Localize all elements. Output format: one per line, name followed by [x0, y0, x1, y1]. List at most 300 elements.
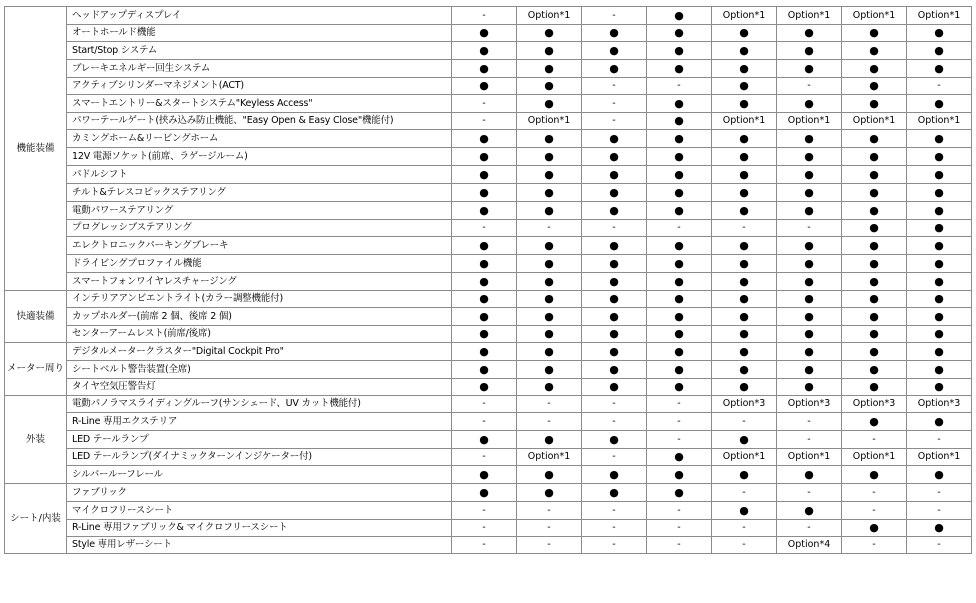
value-cell: Option*1 [517, 449, 582, 466]
value-cell: ● [582, 431, 647, 449]
table-row [5, 326, 972, 343]
value-cell: - [842, 502, 907, 520]
value-cell: - [517, 220, 582, 237]
value-cell: - [582, 78, 647, 95]
value-cell: ● [517, 326, 582, 343]
value-cell: Option*1 [712, 113, 777, 130]
value-cell: Option*1 [842, 113, 907, 130]
value-cell: ● [777, 166, 842, 184]
value-cell: ● [712, 184, 777, 202]
value-cell: ● [582, 130, 647, 148]
table-row [5, 255, 972, 273]
value-cell: Option*1 [517, 7, 582, 25]
value-cell: ● [842, 184, 907, 202]
feature-cell: 12V 電源ソケット(前席、ラゲージルーム) [67, 148, 452, 166]
value-cell: ● [712, 291, 777, 308]
value-cell: ● [842, 326, 907, 343]
value-cell: ● [712, 148, 777, 166]
value-cell: ● [907, 343, 972, 361]
table-body [5, 7, 972, 554]
value-cell: ● [452, 130, 517, 148]
value-cell: ● [517, 166, 582, 184]
value-cell: ● [452, 25, 517, 42]
table-row [5, 237, 972, 255]
value-cell: ● [907, 130, 972, 148]
value-cell: ● [712, 466, 777, 484]
value-cell: ● [517, 291, 582, 308]
value-cell: ● [712, 78, 777, 95]
value-cell: - [452, 95, 517, 113]
value-cell: ● [907, 25, 972, 42]
feature-cell: LED テールランプ(ダイナミックターンインジケーター付) [67, 449, 452, 466]
value-cell: - [517, 396, 582, 413]
value-cell: ● [647, 95, 712, 113]
value-cell: - [842, 537, 907, 554]
value-cell: ● [517, 184, 582, 202]
feature-cell: シルバールーフレール [67, 466, 452, 484]
value-cell: ● [777, 95, 842, 113]
value-cell: Option*1 [842, 449, 907, 466]
feature-cell: LED テールランプ [67, 431, 452, 449]
value-cell: ● [647, 25, 712, 42]
value-cell: ● [517, 466, 582, 484]
feature-cell: パドルシフト [67, 166, 452, 184]
feature-cell: カミングホーム&リービングホーム [67, 130, 452, 148]
value-cell: ● [452, 484, 517, 502]
table-row [5, 413, 972, 431]
feature-cell: スマートフォンワイヤレスチャージング [67, 273, 452, 291]
value-cell: - [452, 449, 517, 466]
value-cell: - [907, 431, 972, 449]
value-cell: - [777, 431, 842, 449]
value-cell: ● [452, 466, 517, 484]
feature-cell: ブレーキエネルギー回生システム [67, 60, 452, 78]
value-cell: Option*1 [777, 113, 842, 130]
table-row [5, 484, 972, 502]
table-row [5, 202, 972, 220]
value-cell: ● [517, 42, 582, 60]
value-cell: ● [842, 466, 907, 484]
value-cell: ● [647, 449, 712, 466]
value-cell: ● [777, 237, 842, 255]
value-cell: - [712, 484, 777, 502]
value-cell: ● [777, 273, 842, 291]
value-cell: ● [907, 326, 972, 343]
value-cell: ● [712, 502, 777, 520]
value-cell: - [582, 95, 647, 113]
value-cell: - [582, 396, 647, 413]
value-cell: - [842, 431, 907, 449]
value-cell: ● [517, 130, 582, 148]
value-cell: ● [777, 255, 842, 273]
feature-cell: スマートエントリー&スタートシステム"Keyless Access" [67, 95, 452, 113]
value-cell: ● [452, 148, 517, 166]
table-row [5, 95, 972, 113]
value-cell: ● [452, 361, 517, 379]
feature-cell: チルト&テレスコピックステアリング [67, 184, 452, 202]
value-cell: ● [582, 361, 647, 379]
value-cell: ● [582, 255, 647, 273]
category-cell: 機能装備 [5, 7, 67, 291]
value-cell: ● [517, 361, 582, 379]
value-cell: Option*3 [842, 396, 907, 413]
value-cell: - [582, 113, 647, 130]
value-cell: ● [712, 202, 777, 220]
feature-cell: R-Line 専用エクステリア [67, 413, 452, 431]
value-cell: ● [907, 379, 972, 396]
value-cell: - [647, 502, 712, 520]
value-cell: ● [517, 431, 582, 449]
value-cell: ● [842, 60, 907, 78]
value-cell: - [777, 484, 842, 502]
value-cell: ● [647, 291, 712, 308]
value-cell: ● [842, 291, 907, 308]
table-row [5, 220, 972, 237]
value-cell: - [517, 413, 582, 431]
value-cell: ● [582, 42, 647, 60]
value-cell: ● [647, 130, 712, 148]
value-cell: ● [582, 343, 647, 361]
value-cell: - [582, 502, 647, 520]
value-cell: ● [842, 42, 907, 60]
value-cell: - [712, 537, 777, 554]
value-cell: ● [452, 326, 517, 343]
value-cell: ● [517, 308, 582, 326]
value-cell: ● [452, 184, 517, 202]
value-cell: ● [712, 343, 777, 361]
value-cell: - [452, 537, 517, 554]
feature-cell: パワーテールゲート(挟み込み防止機能、"Easy Open & Easy Close"機能付) [67, 113, 452, 130]
value-cell: ● [712, 166, 777, 184]
value-cell: - [582, 520, 647, 537]
value-cell: ● [517, 95, 582, 113]
value-cell: ● [907, 202, 972, 220]
table-row [5, 113, 972, 130]
value-cell: ● [517, 237, 582, 255]
value-cell: ● [712, 308, 777, 326]
value-cell: ● [517, 60, 582, 78]
table-row [5, 520, 972, 537]
value-cell: ● [777, 202, 842, 220]
feature-cell: デジタルメータークラスター"Digital Cockpit Pro" [67, 343, 452, 361]
feature-cell: シートベルト警告装置(全席) [67, 361, 452, 379]
value-cell: Option*3 [712, 396, 777, 413]
table-row [5, 60, 972, 78]
value-cell: - [907, 537, 972, 554]
value-cell: ● [777, 184, 842, 202]
value-cell: ● [842, 343, 907, 361]
feature-cell: マイクロフリースシート [67, 502, 452, 520]
value-cell: ● [712, 379, 777, 396]
value-cell: ● [777, 326, 842, 343]
value-cell: ● [842, 78, 907, 95]
table-row [5, 130, 972, 148]
value-cell: ● [907, 273, 972, 291]
value-cell: ● [842, 237, 907, 255]
feature-cell: ヘッドアップディスプレイ [67, 7, 452, 25]
value-cell: - [452, 413, 517, 431]
value-cell: ● [712, 273, 777, 291]
table-row [5, 502, 972, 520]
value-cell: Option*1 [777, 449, 842, 466]
value-cell: ● [842, 413, 907, 431]
value-cell: ● [582, 166, 647, 184]
value-cell: ● [907, 237, 972, 255]
value-cell: ● [582, 184, 647, 202]
value-cell: ● [517, 25, 582, 42]
category-cell: メーター周り [5, 343, 67, 396]
category-cell: シート/内装 [5, 484, 67, 554]
value-cell: - [777, 78, 842, 95]
value-cell: ● [842, 220, 907, 237]
table-row [5, 166, 972, 184]
value-cell: ● [647, 202, 712, 220]
value-cell: ● [517, 78, 582, 95]
feature-cell: タイヤ空気圧警告灯 [67, 379, 452, 396]
value-cell: ● [777, 466, 842, 484]
value-cell: ● [842, 308, 907, 326]
value-cell: ● [582, 326, 647, 343]
value-cell: - [517, 537, 582, 554]
value-cell: - [712, 520, 777, 537]
value-cell: ● [842, 148, 907, 166]
feature-cell: カップホルダー(前席 2 個、後席 2 個) [67, 308, 452, 326]
value-cell: Option*1 [517, 113, 582, 130]
value-cell: - [452, 520, 517, 537]
value-cell: ● [452, 308, 517, 326]
value-cell: ● [907, 413, 972, 431]
value-cell: ● [712, 255, 777, 273]
value-cell: ● [907, 291, 972, 308]
value-cell: ● [647, 273, 712, 291]
value-cell: ● [582, 379, 647, 396]
value-cell: ● [647, 361, 712, 379]
value-cell: - [517, 520, 582, 537]
value-cell: ● [907, 95, 972, 113]
feature-cell: 電動パノラマスライディングルーフ(サンシェード、UV カット機能付) [67, 396, 452, 413]
value-cell: ● [647, 237, 712, 255]
value-cell: ● [777, 25, 842, 42]
feature-cell: センターアームレスト(前席/後席) [67, 326, 452, 343]
value-cell: ● [712, 361, 777, 379]
value-cell: - [582, 537, 647, 554]
value-cell: - [647, 220, 712, 237]
value-cell: ● [452, 202, 517, 220]
value-cell: ● [777, 291, 842, 308]
value-cell: ● [842, 202, 907, 220]
value-cell: ● [582, 484, 647, 502]
value-cell: ● [647, 42, 712, 60]
table-row [5, 343, 972, 361]
value-cell: ● [582, 60, 647, 78]
table-row [5, 379, 972, 396]
value-cell: ● [777, 361, 842, 379]
value-cell: - [647, 431, 712, 449]
value-cell: - [452, 502, 517, 520]
value-cell: ● [842, 95, 907, 113]
value-cell: - [582, 449, 647, 466]
value-cell: - [517, 502, 582, 520]
value-cell: Option*1 [842, 7, 907, 25]
value-cell: ● [907, 42, 972, 60]
table-row [5, 396, 972, 413]
value-cell: Option*1 [907, 7, 972, 25]
table-row [5, 78, 972, 95]
value-cell: ● [582, 148, 647, 166]
feature-cell: ファブリック [67, 484, 452, 502]
value-cell: Option*3 [907, 396, 972, 413]
value-cell: - [777, 520, 842, 537]
value-cell: ● [647, 7, 712, 25]
value-cell: - [452, 220, 517, 237]
value-cell: ● [842, 255, 907, 273]
value-cell: ● [452, 166, 517, 184]
value-cell: ● [907, 148, 972, 166]
table-row [5, 537, 972, 554]
value-cell: ● [647, 166, 712, 184]
value-cell: ● [517, 202, 582, 220]
value-cell: ● [517, 255, 582, 273]
feature-cell: R-Line 専用ファブリック& マイクロフリースシート [67, 520, 452, 537]
category-cell: 快適装備 [5, 291, 67, 343]
value-cell: - [452, 7, 517, 25]
table-row [5, 25, 972, 42]
table-row [5, 449, 972, 466]
value-cell: ● [582, 202, 647, 220]
value-cell: - [712, 220, 777, 237]
value-cell: ● [907, 60, 972, 78]
table-row [5, 431, 972, 449]
value-cell: Option*3 [777, 396, 842, 413]
table-row [5, 308, 972, 326]
feature-cell: プログレッシブステアリング [67, 220, 452, 237]
value-cell: ● [647, 343, 712, 361]
value-cell: ● [452, 273, 517, 291]
value-cell: ● [452, 431, 517, 449]
value-cell: - [452, 396, 517, 413]
value-cell: - [777, 220, 842, 237]
value-cell: ● [712, 130, 777, 148]
value-cell: ● [647, 484, 712, 502]
value-cell: - [842, 484, 907, 502]
value-cell: ● [517, 343, 582, 361]
value-cell: ● [777, 343, 842, 361]
value-cell: ● [452, 379, 517, 396]
value-cell: - [647, 520, 712, 537]
value-cell: ● [907, 166, 972, 184]
value-cell: ● [842, 379, 907, 396]
value-cell: ● [712, 60, 777, 78]
value-cell: Option*1 [712, 7, 777, 25]
table-row [5, 148, 972, 166]
value-cell: ● [712, 326, 777, 343]
value-cell: ● [907, 220, 972, 237]
value-cell: ● [777, 130, 842, 148]
value-cell: - [907, 502, 972, 520]
table-row [5, 42, 972, 60]
value-cell: ● [777, 308, 842, 326]
value-cell: ● [842, 520, 907, 537]
value-cell: ● [777, 60, 842, 78]
table-row [5, 184, 972, 202]
value-cell: - [582, 413, 647, 431]
value-cell: ● [842, 361, 907, 379]
value-cell: - [777, 413, 842, 431]
value-cell: - [647, 413, 712, 431]
value-cell: Option*1 [907, 113, 972, 130]
value-cell: ● [907, 308, 972, 326]
value-cell: ● [842, 166, 907, 184]
value-cell: ● [452, 78, 517, 95]
value-cell: - [647, 78, 712, 95]
value-cell: ● [452, 291, 517, 308]
feature-cell: Style 専用レザーシート [67, 537, 452, 554]
value-cell: ● [647, 60, 712, 78]
value-cell: ● [777, 502, 842, 520]
value-cell: Option*1 [907, 449, 972, 466]
value-cell: ● [517, 148, 582, 166]
value-cell: ● [777, 42, 842, 60]
value-cell: ● [582, 308, 647, 326]
value-cell: ● [712, 25, 777, 42]
value-cell: - [582, 7, 647, 25]
table-row [5, 7, 972, 25]
value-cell: - [582, 220, 647, 237]
value-cell: ● [517, 273, 582, 291]
value-cell: - [647, 396, 712, 413]
value-cell: ● [582, 25, 647, 42]
value-cell: ● [907, 255, 972, 273]
value-cell: ● [452, 42, 517, 60]
value-cell: ● [582, 273, 647, 291]
value-cell: ● [907, 466, 972, 484]
value-cell: ● [907, 361, 972, 379]
value-cell: - [647, 537, 712, 554]
value-cell: ● [777, 379, 842, 396]
value-cell: ● [647, 184, 712, 202]
value-cell: - [712, 413, 777, 431]
value-cell: ● [907, 184, 972, 202]
value-cell: - [452, 113, 517, 130]
value-cell: ● [582, 291, 647, 308]
value-cell: - [907, 484, 972, 502]
value-cell: ● [517, 379, 582, 396]
value-cell: ● [647, 113, 712, 130]
value-cell: ● [712, 95, 777, 113]
table-row [5, 361, 972, 379]
value-cell: ● [647, 466, 712, 484]
equipment-spec-table [4, 6, 972, 554]
value-cell: ● [842, 25, 907, 42]
value-cell: ● [647, 308, 712, 326]
value-cell: ● [582, 466, 647, 484]
value-cell: ● [712, 42, 777, 60]
feature-cell: Start/Stop システム [67, 42, 452, 60]
feature-cell: アクティブシリンダーマネジメント(ACT) [67, 78, 452, 95]
value-cell: ● [452, 255, 517, 273]
table-row [5, 291, 972, 308]
value-cell: ● [647, 255, 712, 273]
value-cell: ● [907, 520, 972, 537]
feature-cell: オートホールド機能 [67, 25, 452, 42]
value-cell: ● [647, 148, 712, 166]
category-cell: 外装 [5, 396, 67, 484]
value-cell: ● [842, 273, 907, 291]
value-cell: Option*1 [712, 449, 777, 466]
value-cell: ● [712, 237, 777, 255]
feature-cell: 電動パワーステアリング [67, 202, 452, 220]
value-cell: ● [517, 484, 582, 502]
